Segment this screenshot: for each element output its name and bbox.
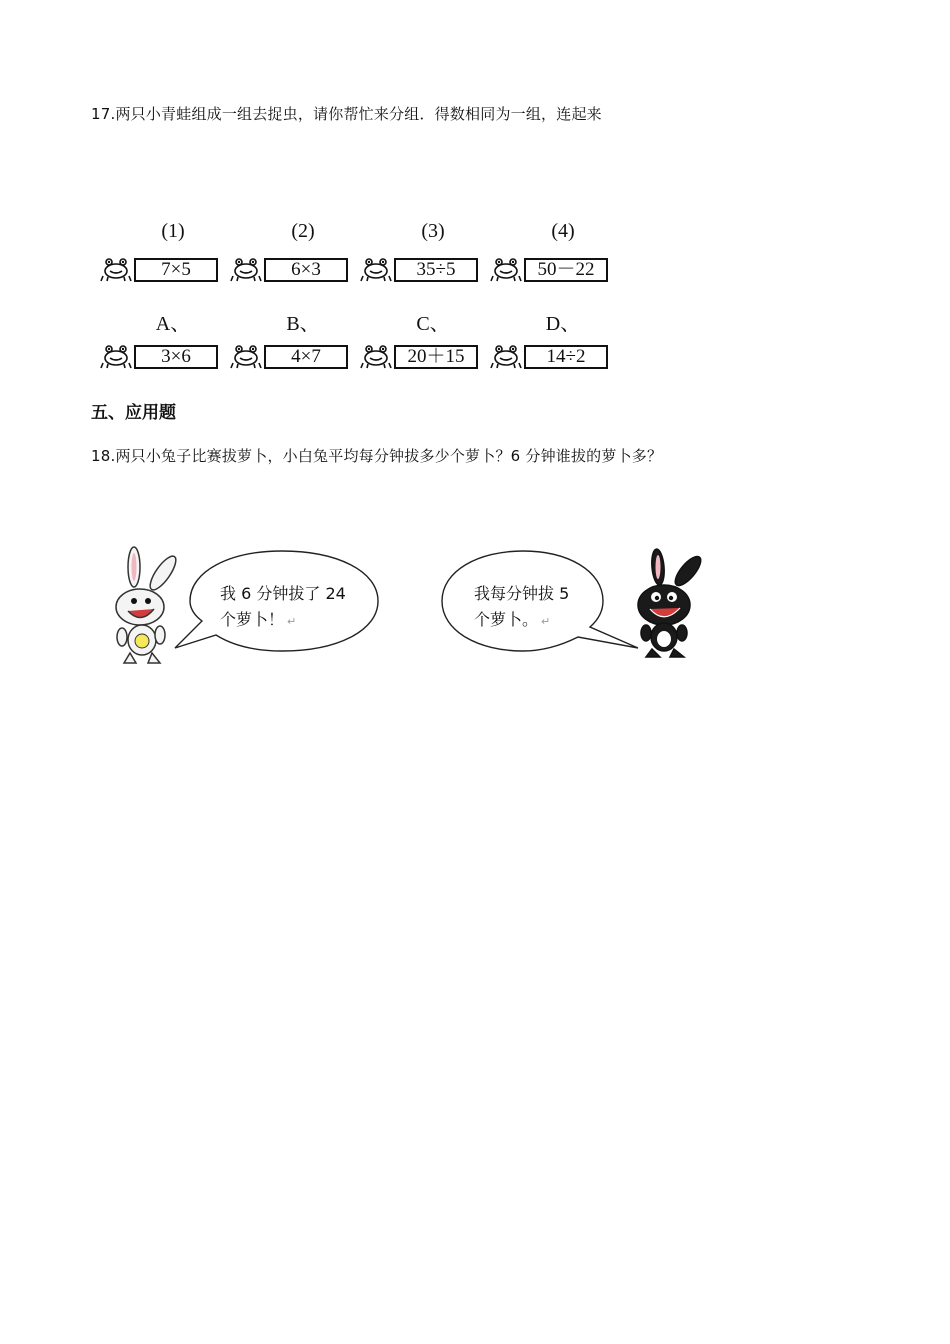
return-mark: ↵ <box>541 615 551 628</box>
return-mark: ↵ <box>287 615 297 628</box>
frog-icon <box>230 343 262 369</box>
rabbit-scene <box>108 545 718 670</box>
black-rabbit-line-2: 个萝卜。 ↵ <box>474 610 551 629</box>
expression-box: 4×7 <box>264 345 348 369</box>
frog-item-3 <box>360 220 478 290</box>
frog-label: A、 <box>155 313 191 335</box>
black-rabbit-icon <box>628 545 718 665</box>
frog-icon <box>360 343 392 369</box>
question-17-text: 17.两只小青蛙组成一组去捉虫，请你帮忙来分组．得数相同为一组，连起来 <box>91 105 602 123</box>
frog-icon <box>230 256 262 282</box>
frog-label: (1) <box>161 220 185 242</box>
frog-item-1 <box>100 220 218 290</box>
question-18-text: 18.两只小兔子比赛拔萝卜，小白兔平均每分钟拔多少个萝卜？6 分钟谁拔的萝卜多？ <box>91 447 663 465</box>
white-rabbit-text <box>220 581 346 635</box>
frog-icon <box>100 256 132 282</box>
black-rabbit-text <box>474 581 569 635</box>
frog-label: (3) <box>421 220 445 242</box>
black-rabbit-line-1: 我每分钟拔 5 <box>474 584 570 603</box>
frog-row-bottom <box>100 313 620 377</box>
expression-box: 20＋15 <box>394 345 478 369</box>
expression-box: 7×5 <box>134 258 218 282</box>
frog-icon <box>360 256 392 282</box>
frog-label: B、 <box>286 313 320 335</box>
expression-box: 6×3 <box>264 258 348 282</box>
frog-item-d <box>490 313 608 377</box>
frog-item-c <box>360 313 478 377</box>
section-title: 五、应用题 <box>91 403 176 423</box>
frog-label: D、 <box>545 313 581 335</box>
frog-icon <box>490 256 522 282</box>
expression-box: 3×6 <box>134 345 218 369</box>
frog-icon <box>100 343 132 369</box>
expression-box: 50－22 <box>524 258 608 282</box>
frog-item-a <box>100 313 218 377</box>
expression-box: 35÷5 <box>394 258 478 282</box>
frog-label: (2) <box>291 220 315 242</box>
expression-box: 14÷2 <box>524 345 608 369</box>
white-rabbit-line-1: 我 6 分钟拔了 24 <box>220 584 346 603</box>
frog-item-b <box>230 313 348 377</box>
frog-icon <box>490 343 522 369</box>
frog-label: (4) <box>551 220 575 242</box>
frog-row-top <box>100 220 620 290</box>
frog-item-2 <box>230 220 348 290</box>
white-rabbit-line-2: 个萝卜！ ↵ <box>220 610 297 629</box>
frog-label: C、 <box>416 313 450 335</box>
frog-item-4 <box>490 220 608 290</box>
